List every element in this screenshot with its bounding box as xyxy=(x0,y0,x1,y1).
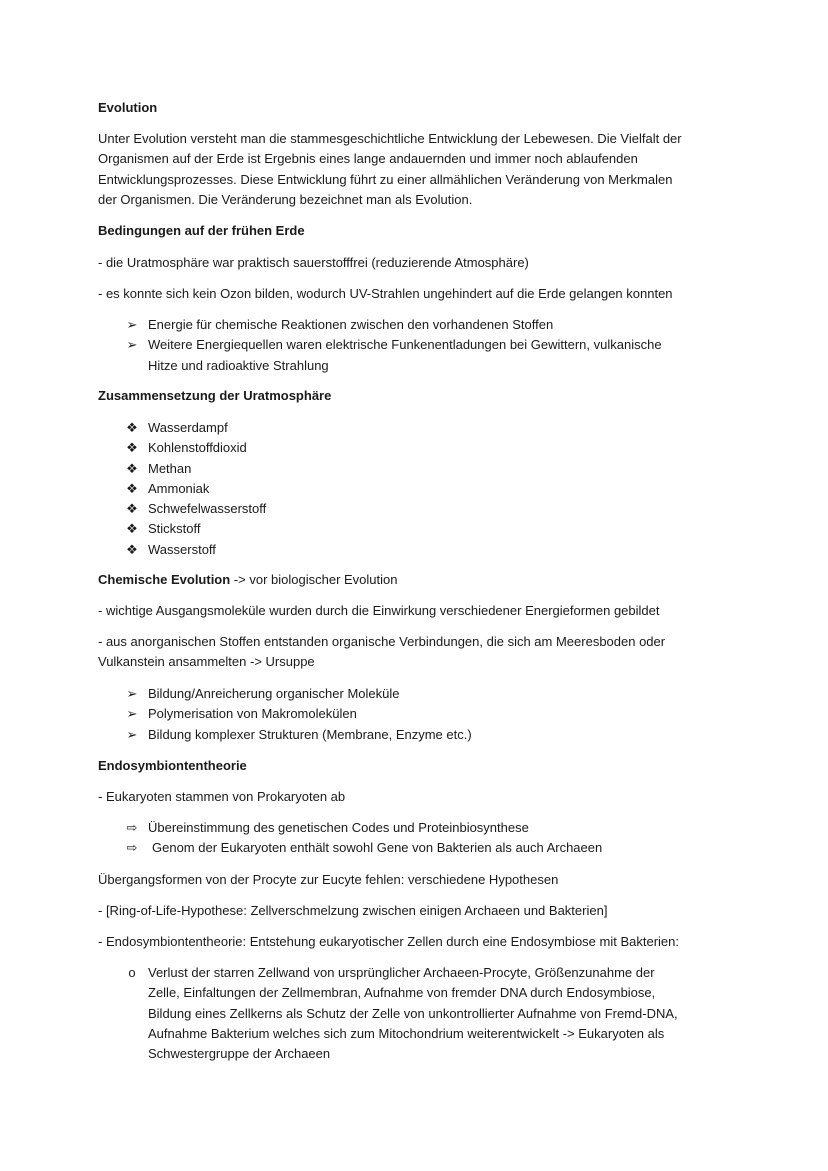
list-item: ➢ Energie für chemische Reaktionen zwischen den vorhandenen Stoffen xyxy=(148,315,662,335)
paragraph: - Eukaryoten stammen von Prokaryoten ab xyxy=(98,789,346,804)
arrowhead-bullet-icon: ➢ xyxy=(126,337,138,353)
paragraph: - wichtige Ausgangsmoleküle wurden durch die Einwirkung verschiedener Energieformen gebildet xyxy=(98,603,660,618)
list-item: ⇨ Übereinstimmung des genetischen Codes und Proteinbiosynthese xyxy=(148,818,602,838)
paragraph: Übergangsformen von der Procyte zur Eucyte fehlen: verschiedene Hypothesen xyxy=(98,872,559,887)
list-item: ⇨ Genom der Eukaryoten enthält sowohl Gene von Bakterien als auch Archaeen xyxy=(148,838,602,858)
diamond-bullet-icon: ❖ xyxy=(126,420,138,435)
list-item: ➢ Weitere Energiequellen waren elektrische Funkenentladungen bei Gewittern, vulkanische xyxy=(148,335,662,355)
diamond-bullet-icon: ❖ xyxy=(126,480,138,496)
list-item: o Verlust der starren Zellwand von ursprünglicher Archaeen-Procyte, Größenzunahme der xyxy=(148,963,678,983)
list-item: ➢ Bildung/Anreicherung organischer Moleküle xyxy=(148,684,472,704)
arrowhead-bullet-icon: ➢ xyxy=(126,317,138,332)
list-item: ❖ Ammoniak xyxy=(148,479,266,499)
diamond-bullet-icon: ❖ xyxy=(126,541,138,557)
section-heading: Endosymbiontentheorie xyxy=(98,758,247,773)
paragraph: - Endosymbiontentheorie: Entstehung eukaryotischer Zellen durch eine Endosymbiose mit Bakterien: xyxy=(98,934,679,949)
arrowhead-bullet-icon: ➢ xyxy=(126,686,138,701)
diamond-list xyxy=(126,418,267,560)
arrowhead-bullet-icon: ➢ xyxy=(126,706,138,722)
diamond-bullet-icon: ❖ xyxy=(126,501,138,517)
arrow-list: ➢ Energie für chemische Reaktionen zwischen den vorhandenen Stoffen ➢ Weitere Energiequellen waren elektrische Funkenentladungen bei Gewittern, vulkanische Hitze und radioaktive Strahlung xyxy=(148,315,662,376)
outline-arrow-list xyxy=(126,818,603,859)
outline-arrow-icon: ⇨ xyxy=(126,840,138,856)
list-item: ➢ Polymerisation von Makromolekülen xyxy=(148,704,472,724)
list-item: ➢ Bildung komplexer Strukturen (Membrane, Enzyme etc.) xyxy=(148,725,472,745)
intro-paragraph: Unter Evolution versteht man die stammesgeschichtliche Entwicklung der Lebewesen. Die Vielfalt der Organismen auf der Erde ist Ergebnis eines lange andauernden und immer noch ablaufenden Entwicklungsprozesses. Diese Entwicklung führt zu einer allmählichen Veränderung von Merkmalen der Organismen. Die Veränderung bezeichnet man als Evolution. xyxy=(98,131,682,207)
list-item: ❖ Wasserdampf xyxy=(148,418,266,438)
paragraph: - aus anorganischen Stoffen entstanden organische Verbindungen, die sich am Meeresboden oder Vulkanstein ansammelten -> Ursuppe xyxy=(98,634,666,670)
list-item: ❖ Schwefelwasserstoff xyxy=(148,499,266,519)
outline-arrow-icon: ⇨ xyxy=(126,820,138,835)
list-item: ❖ Methan xyxy=(148,459,266,479)
arrowhead-bullet-icon: ➢ xyxy=(126,726,138,742)
circle-bullet-icon: o xyxy=(128,965,136,980)
circle-list: o Verlust der starren Zellwand von ursprünglicher Archaeen-Procyte, Größenzunahme der Zelle, Einfaltungen der Zellmembran, Aufnahme von fremder DNA durch Endosymbiose, Bildung eines Zellkerns als Schutz der Zelle von unkontrollierter Aufnahme von Fremd-DNA, Aufnahme Bakterium welches sich zum Mitochondrium weiterentwickelt -> Eukaryoten als Schwestergruppe der Archaeen xyxy=(148,963,678,1064)
page-title: Evolution xyxy=(98,100,158,115)
list-item: ❖ Kohlenstoffdioxid xyxy=(148,438,266,458)
section-heading: Bedingungen auf der frühen Erde xyxy=(98,223,305,238)
list-item: ❖ Stickstoff xyxy=(148,519,266,539)
paragraph: - es konnte sich kein Ozon bilden, wodurch UV-Strahlen ungehindert auf die Erde gelangen konnten xyxy=(98,286,673,301)
list-item: ❖ Wasserstoff xyxy=(148,540,266,560)
section-heading: Chemische Evolution -> vor biologischer Evolution xyxy=(98,572,398,587)
arrow-list xyxy=(126,684,472,745)
diamond-bullet-icon: ❖ xyxy=(126,440,138,456)
paragraph: - die Uratmosphäre war praktisch sauerstofffrei (reduzierende Atmosphäre) xyxy=(98,255,529,270)
paragraph: - [Ring-of-Life-Hypothese: Zellverschmelzung zwischen einigen Archaeen und Bakterien] xyxy=(98,903,608,918)
diamond-bullet-icon: ❖ xyxy=(126,460,138,476)
diamond-bullet-icon: ❖ xyxy=(126,521,138,537)
section-heading: Zusammensetzung der Uratmosphäre xyxy=(98,388,332,403)
